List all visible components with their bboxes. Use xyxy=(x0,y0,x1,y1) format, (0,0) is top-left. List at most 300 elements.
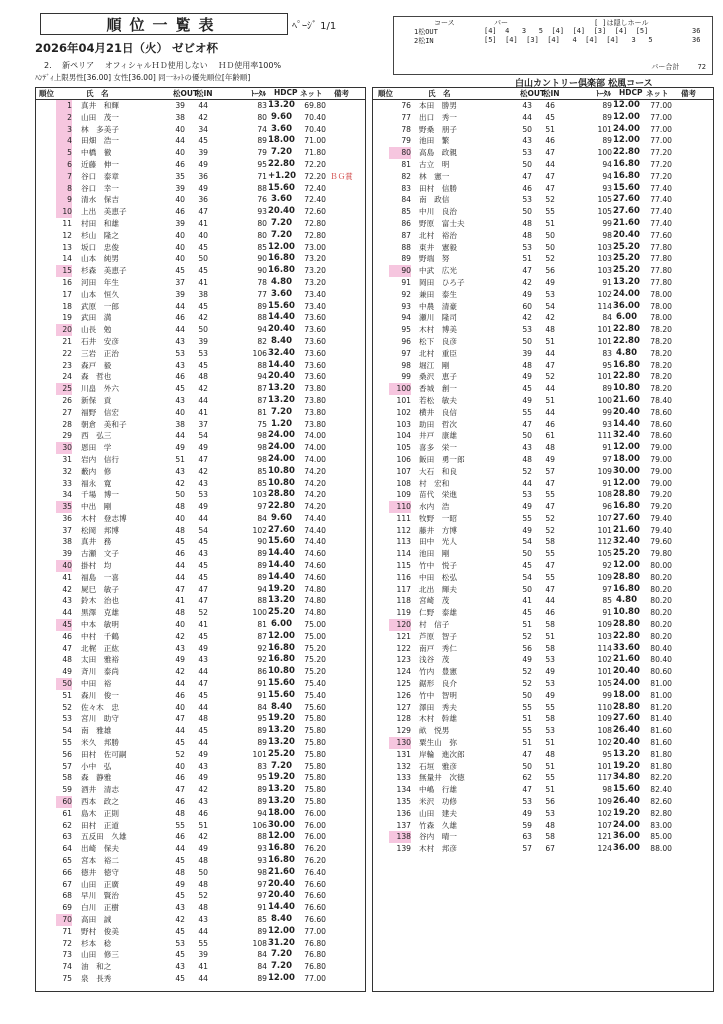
table-row xyxy=(373,265,713,277)
out-score-cell: 52 xyxy=(175,749,185,759)
gross-cell: 99 xyxy=(602,690,612,700)
out-score-cell: 42 xyxy=(175,631,185,641)
gross-cell: 91 xyxy=(602,443,612,453)
table-row xyxy=(373,419,713,431)
table-row xyxy=(36,265,365,277)
name-cell: 白川 正樹 xyxy=(81,903,119,913)
gross-cell: 124 xyxy=(597,844,612,854)
out-score-cell: 43 xyxy=(175,962,185,972)
net-cell: 78.00 xyxy=(650,289,672,299)
in-score-cell: 42 xyxy=(198,785,208,795)
out-score-cell: 38 xyxy=(175,112,185,122)
net-cell: 81.80 xyxy=(650,761,672,771)
name-cell: 宮本 裕二 xyxy=(81,856,119,865)
out-score-cell: 49 xyxy=(522,372,532,382)
gross-cell: 84 xyxy=(257,962,267,972)
hdcp-cell: 15.60 xyxy=(268,678,295,689)
gross-cell: 103 xyxy=(597,254,612,264)
name-cell: 宮崎 茂 xyxy=(419,596,450,606)
handicap-rule: ﾊﾝﾃﾞｨ上限男性[36.00] 女性[36.00] 同一ﾈｯﾄの優先順位[年齢順] xyxy=(35,73,251,82)
in-score-cell: 53 xyxy=(198,490,208,500)
name-cell: 福島 一喜 xyxy=(81,572,119,582)
table-row xyxy=(373,560,713,572)
hdcp-cell: 13.20 xyxy=(268,796,295,807)
hdcp-cell: 16.80 xyxy=(268,654,295,665)
gross-cell: 94 xyxy=(602,171,612,181)
in-score-cell: 50 xyxy=(198,867,208,877)
table-row xyxy=(373,407,713,419)
rank-cell: 108 xyxy=(396,478,411,488)
gross-cell: 101 xyxy=(597,336,612,346)
gross-cell: 111 xyxy=(597,431,612,441)
hdcp-cell: 10.80 xyxy=(613,607,640,618)
out-score-cell: 43 xyxy=(175,395,185,405)
in-score-cell: 51 xyxy=(545,218,555,228)
table-row xyxy=(36,761,365,773)
out-score-cell: 45 xyxy=(522,561,532,571)
hdcp-cell: 13.20 xyxy=(268,394,295,405)
hdcp-cell: 14.40 xyxy=(268,359,295,370)
out-score-cell: 50 xyxy=(522,124,532,134)
name-cell: 東井 憲毅 xyxy=(419,242,457,252)
table-row xyxy=(36,890,365,902)
gross-cell: 80 xyxy=(257,218,267,228)
in-score-cell: 46 xyxy=(545,419,555,429)
gross-cell: 100 xyxy=(597,395,612,405)
out-score-cell: 39 xyxy=(175,183,185,193)
rank-cell: 56 xyxy=(62,749,72,759)
rank-cell: 104 xyxy=(396,431,411,441)
name-cell: 飯田 勇一郎 xyxy=(419,454,465,464)
rank-cell: 93 xyxy=(401,301,411,311)
table-row xyxy=(373,336,713,348)
rank-cell: 136 xyxy=(396,808,411,818)
name-cell: 黒澤 克雄 xyxy=(81,608,119,618)
rank-cell: 80 xyxy=(389,147,411,159)
in-score-cell: 51 xyxy=(545,761,555,771)
hdcp-cell: 25.20 xyxy=(613,253,640,264)
hdcp-cell: 12.00 xyxy=(613,477,640,488)
in-score-cell: 48 xyxy=(198,879,208,889)
hdcp-cell: 12.00 xyxy=(268,831,295,842)
gross-cell: 91 xyxy=(257,679,267,689)
net-cell: 77.00 xyxy=(304,926,326,936)
hdcp-cell: 27.60 xyxy=(613,206,640,217)
net-cell: 81.20 xyxy=(650,702,672,712)
in-score-cell: 51 xyxy=(198,820,208,830)
table-row xyxy=(373,301,713,313)
rank-cell: 70 xyxy=(56,914,72,926)
name-cell: 中橋 徹 xyxy=(81,148,112,158)
gross-cell: 95 xyxy=(602,360,612,370)
net-cell: 78.20 xyxy=(650,360,672,370)
gross-cell: 91 xyxy=(257,903,267,913)
table-row xyxy=(36,749,365,761)
out-score-cell: 53 xyxy=(175,938,185,948)
rank-cell: 69 xyxy=(62,903,72,913)
net-cell: 77.00 xyxy=(650,112,672,122)
rank-cell: 110 xyxy=(389,501,411,513)
rank-cell: 54 xyxy=(62,726,72,736)
header-in: 松IN xyxy=(196,89,213,98)
in-score-cell: 43 xyxy=(198,797,208,807)
rank-cell: 134 xyxy=(396,785,411,795)
name-cell: 中村 千鶴 xyxy=(81,631,119,641)
table-row xyxy=(36,242,365,254)
net-cell: 79.40 xyxy=(650,525,672,535)
table-row xyxy=(373,206,713,218)
rank-cell: 22 xyxy=(62,348,72,358)
rank-cell: 67 xyxy=(62,879,72,889)
rank-cell: 127 xyxy=(396,702,411,712)
out-score-cell: 51 xyxy=(522,714,532,724)
out-score-cell: 51 xyxy=(522,254,532,264)
header-out: 松OUT xyxy=(520,89,546,98)
gross-cell: 98 xyxy=(602,785,612,795)
in-score-cell: 49 xyxy=(198,773,208,783)
table-row xyxy=(36,135,365,147)
name-cell: 高島 政親 xyxy=(419,148,457,158)
page-title: 順位一覧表 xyxy=(40,13,288,35)
net-cell: 80.20 xyxy=(650,608,672,618)
rank-cell: 118 xyxy=(396,596,411,606)
net-cell: 75.40 xyxy=(304,690,326,700)
net-cell: 78.20 xyxy=(650,348,672,358)
out-score-cell: 49 xyxy=(522,502,532,512)
out-score-cell: 40 xyxy=(175,242,185,252)
out-score-cell: 63 xyxy=(522,832,532,842)
rank-cell: 75 xyxy=(62,973,72,983)
gross-cell: 87 xyxy=(257,395,267,405)
rank-cell: 19 xyxy=(62,313,72,323)
rank-cell: 27 xyxy=(62,407,72,417)
gross-cell: 92 xyxy=(602,561,612,571)
table-row xyxy=(373,761,713,773)
gross-cell: 121 xyxy=(597,832,612,842)
hdcp-cell: 28.80 xyxy=(613,571,640,582)
table-row xyxy=(36,548,365,560)
gross-cell: 97 xyxy=(257,879,267,889)
gross-cell: 87 xyxy=(257,384,267,394)
gross-cell: 108 xyxy=(597,726,612,736)
name-cell: 森川 俊一 xyxy=(81,690,119,700)
net-cell: 74.40 xyxy=(304,513,326,523)
hdcp-cell: 20.40 xyxy=(613,737,640,748)
in-score-cell: 56 xyxy=(545,266,555,276)
net-cell: 82.60 xyxy=(650,797,672,807)
name-cell: 山田 茂一 xyxy=(81,112,119,122)
table-row xyxy=(36,194,365,206)
gross-cell: 94 xyxy=(602,159,612,169)
gross-cell: 85 xyxy=(257,466,267,476)
table-row xyxy=(36,348,365,360)
table-row xyxy=(373,171,713,183)
name-cell: 南 雅雄 xyxy=(81,726,112,736)
table-row xyxy=(373,737,713,749)
name-cell: 出崎 保夫 xyxy=(81,844,119,854)
in-score-cell: 55 xyxy=(545,490,555,500)
hdcp-cell: 21.60 xyxy=(613,654,640,665)
net-cell: 82.80 xyxy=(650,808,672,818)
rank-cell: 103 xyxy=(396,419,411,429)
in-score-cell: 42 xyxy=(198,832,208,842)
table-row xyxy=(36,430,365,442)
out-score-cell: 43 xyxy=(522,443,532,453)
name-cell: 瀬川 隆司 xyxy=(419,313,457,323)
name-cell: 千場 博一 xyxy=(81,490,119,500)
gross-cell: 97 xyxy=(257,502,267,512)
name-cell: 高田 誠 xyxy=(81,914,112,924)
name-cell: 池田 剛 xyxy=(419,549,450,559)
table-row xyxy=(373,808,713,820)
name-cell: 石垣 雅彦 xyxy=(419,761,457,771)
out-score-cell: 45 xyxy=(175,926,185,936)
hdcp-cell: 36.00 xyxy=(613,843,640,854)
name-cell: 清水 保吉 xyxy=(81,195,119,205)
rank-cell: 132 xyxy=(396,761,411,771)
table-row xyxy=(373,360,713,372)
hdcp-cell: 7.20 xyxy=(271,949,292,960)
hdcp-cell: 9.60 xyxy=(271,512,292,523)
name-cell: 助田 哲次 xyxy=(419,419,457,429)
rank-cell: 21 xyxy=(62,336,72,346)
net-cell: 73.20 xyxy=(304,254,326,264)
name-cell: 牧野 一昭 xyxy=(419,513,457,523)
table-row xyxy=(373,218,713,230)
name-cell: 西 弘三 xyxy=(81,431,112,441)
out-score-cell: 50 xyxy=(522,431,532,441)
net-cell: 77.20 xyxy=(650,159,672,169)
out-score-cell: 49 xyxy=(522,289,532,299)
table-row xyxy=(373,619,713,631)
rank-cell: 63 xyxy=(62,832,72,842)
rank-cell: 109 xyxy=(396,490,411,500)
out-score-cell: 46 xyxy=(175,690,185,700)
out-score-cell: 48 xyxy=(522,230,532,240)
out-score-cell: 59 xyxy=(522,820,532,830)
name-cell: 中田 松弘 xyxy=(419,572,457,582)
in-score-cell: 61 xyxy=(545,431,555,441)
net-cell: 75.80 xyxy=(304,714,326,724)
rank-cell: 85 xyxy=(401,207,411,217)
gross-cell: 99 xyxy=(602,407,612,417)
hdcp-cell: 14.40 xyxy=(268,560,295,571)
in-score-cell: 49 xyxy=(198,844,208,854)
out-score-cell: 49 xyxy=(522,808,532,818)
gross-cell: 91 xyxy=(602,277,612,287)
table-row xyxy=(373,183,713,195)
header-rank: 順位 xyxy=(39,89,54,98)
in-score-cell: 47 xyxy=(545,171,555,181)
gross-cell: 109 xyxy=(597,797,612,807)
hdcp-cell: 12.00 xyxy=(613,560,640,571)
net-cell: 75.80 xyxy=(304,761,326,771)
table-row xyxy=(36,277,365,289)
name-cell: 南戸 秀仁 xyxy=(419,643,457,653)
gross-cell: 78 xyxy=(257,277,267,287)
gross-cell: 90 xyxy=(257,537,267,547)
hdcp-cell: 15.60 xyxy=(613,182,640,193)
in-score-cell: 45 xyxy=(198,631,208,641)
table-row xyxy=(36,914,365,926)
table-row xyxy=(373,466,713,478)
net-cell: 77.00 xyxy=(304,973,326,983)
rank-cell: 2 xyxy=(56,112,72,124)
net-cell: 71.80 xyxy=(304,148,326,158)
hdcp-cell: 22.80 xyxy=(613,324,640,335)
rank-cell: 42 xyxy=(62,584,72,594)
in-score-cell: 52 xyxy=(198,891,208,901)
name-cell: 宮川 助守 xyxy=(81,714,119,724)
net-cell: 75.60 xyxy=(304,702,326,712)
name-cell: 油 和之 xyxy=(81,962,112,972)
rank-cell: 12 xyxy=(62,230,72,240)
hdcp-cell: 24.00 xyxy=(268,430,295,441)
name-cell: 村田 和雄 xyxy=(81,218,119,228)
table-row xyxy=(36,112,365,124)
hdcp-cell: 18.00 xyxy=(613,689,640,700)
rank-cell: 129 xyxy=(396,726,411,736)
net-cell: 76.20 xyxy=(304,856,326,865)
in-score-cell: 44 xyxy=(545,348,555,358)
gross-cell: 96 xyxy=(602,502,612,512)
table-row xyxy=(36,926,365,938)
rank-cell: 58 xyxy=(62,773,72,783)
net-cell: 73.60 xyxy=(304,348,326,358)
net-cell: 74.40 xyxy=(304,537,326,547)
name-cell: 林 多美子 xyxy=(81,124,119,134)
hdcp-cell: 24.00 xyxy=(268,453,295,464)
name-cell: 森 哲也 xyxy=(81,372,112,382)
out-score-cell: 42 xyxy=(175,478,185,488)
net-cell: 75.80 xyxy=(304,738,326,748)
net-cell: 73.80 xyxy=(304,407,326,417)
name-cell: 竹中 智明 xyxy=(419,690,457,700)
header-in: 松IN xyxy=(543,89,560,98)
in-score-cell: 42 xyxy=(198,384,208,394)
net-cell: 72.60 xyxy=(304,207,326,217)
hdcp-cell: 10.80 xyxy=(613,383,640,394)
in-score-cell: 49 xyxy=(545,454,555,464)
out-score-cell: 44 xyxy=(175,561,185,571)
hdcp-cell: 19.20 xyxy=(268,772,295,783)
hdcp-cell: 27.60 xyxy=(613,512,640,523)
gross-cell: 105 xyxy=(597,549,612,559)
name-cell: 藪内 修 xyxy=(81,466,112,476)
hdcp-cell: 4.80 xyxy=(271,276,292,287)
net-cell: 78.20 xyxy=(650,384,672,394)
table-row xyxy=(36,442,365,454)
table-row xyxy=(373,324,713,336)
table-row xyxy=(373,654,713,666)
name-cell: 堀江 剛 xyxy=(419,360,450,370)
in-score-cell: 47 xyxy=(545,183,555,193)
net-cell: 76.20 xyxy=(304,844,326,854)
name-cell: 山本 恒久 xyxy=(81,289,119,299)
name-cell: 松下 良彦 xyxy=(419,336,457,346)
name-cell: 早川 賢治 xyxy=(81,891,119,901)
net-cell: 77.40 xyxy=(650,207,672,217)
in-score-cell: 37 xyxy=(198,419,208,429)
in-score-cell: 58 xyxy=(545,643,555,653)
gross-cell: 90 xyxy=(257,254,267,264)
hdcp-cell: 13.20 xyxy=(268,737,295,748)
net-cell: 72.80 xyxy=(304,230,326,240)
out-score-cell: 39 xyxy=(175,101,185,110)
gross-cell: 84 xyxy=(602,313,612,323)
ranking-table-right xyxy=(372,87,714,992)
in-score-cell: 42 xyxy=(545,313,555,323)
out-score-cell: 45 xyxy=(175,950,185,960)
in-score-cell: 50 xyxy=(198,325,208,335)
hdcp-cell: 36.00 xyxy=(613,300,640,311)
table-row xyxy=(36,796,365,808)
name-cell: 横井 良信 xyxy=(419,407,457,417)
table-row xyxy=(36,713,365,725)
rank-cell: 60 xyxy=(56,796,72,808)
hdcp-cell: 19.20 xyxy=(613,760,640,771)
gross-cell: 83 xyxy=(257,101,267,110)
table-row xyxy=(373,631,713,643)
in-score-cell: 45 xyxy=(198,726,208,736)
out-score-cell: 48 xyxy=(175,867,185,877)
out-score-cell: 53 xyxy=(522,148,532,158)
gross-cell: 95 xyxy=(602,749,612,759)
table-row xyxy=(36,253,365,265)
hdcp-cell: 30.00 xyxy=(613,465,640,476)
net-cell: 77.80 xyxy=(650,266,672,276)
out-score-cell: 48 xyxy=(522,218,532,228)
rank-cell: 99 xyxy=(401,372,411,382)
hdcp-cell: 15.60 xyxy=(268,182,295,193)
hdcp-cell: 12.00 xyxy=(613,111,640,122)
rank-cell: 59 xyxy=(62,785,72,795)
header-hdcp: HDCP xyxy=(274,88,298,97)
out-score-cell: 55 xyxy=(175,820,185,830)
in-score-cell: 47 xyxy=(545,584,555,594)
gross-cell: 102 xyxy=(597,655,612,665)
net-cell: 75.40 xyxy=(304,679,326,689)
gross-cell: 109 xyxy=(597,620,612,630)
hdcp-cell: 10.80 xyxy=(268,477,295,488)
rank-cell: 128 xyxy=(396,714,411,724)
gross-cell: 94 xyxy=(257,584,267,594)
table-row xyxy=(36,584,365,596)
out-score-cell: 44 xyxy=(175,679,185,689)
table-row xyxy=(36,938,365,950)
gross-cell: 91 xyxy=(602,478,612,488)
name-cell: 真井 務 xyxy=(81,537,112,547)
hdcp-cell: 28.80 xyxy=(613,619,640,630)
net-cell: 75.20 xyxy=(304,667,326,677)
net-cell: 73.80 xyxy=(304,395,326,405)
net-cell: 81.80 xyxy=(650,749,672,759)
table-row xyxy=(373,395,713,407)
net-cell: 73.60 xyxy=(304,372,326,382)
header-name: 氏 名 xyxy=(86,89,109,98)
rank-cell: 68 xyxy=(62,891,72,901)
gross-cell: 98 xyxy=(257,454,267,464)
gross-cell: 80 xyxy=(257,230,267,240)
name-cell: 中本 敏明 xyxy=(81,620,119,630)
net-cell: 76.60 xyxy=(304,914,326,924)
out-score-cell: 57 xyxy=(522,844,532,854)
hdcp-cell: 21.60 xyxy=(613,394,640,405)
gross-cell: 97 xyxy=(602,584,612,594)
rank-cell: 116 xyxy=(396,572,411,582)
gross-cell: 89 xyxy=(602,136,612,146)
course-pars: [5] [4] [3] [4] 4 [4] [4] 3 5 xyxy=(484,36,653,44)
